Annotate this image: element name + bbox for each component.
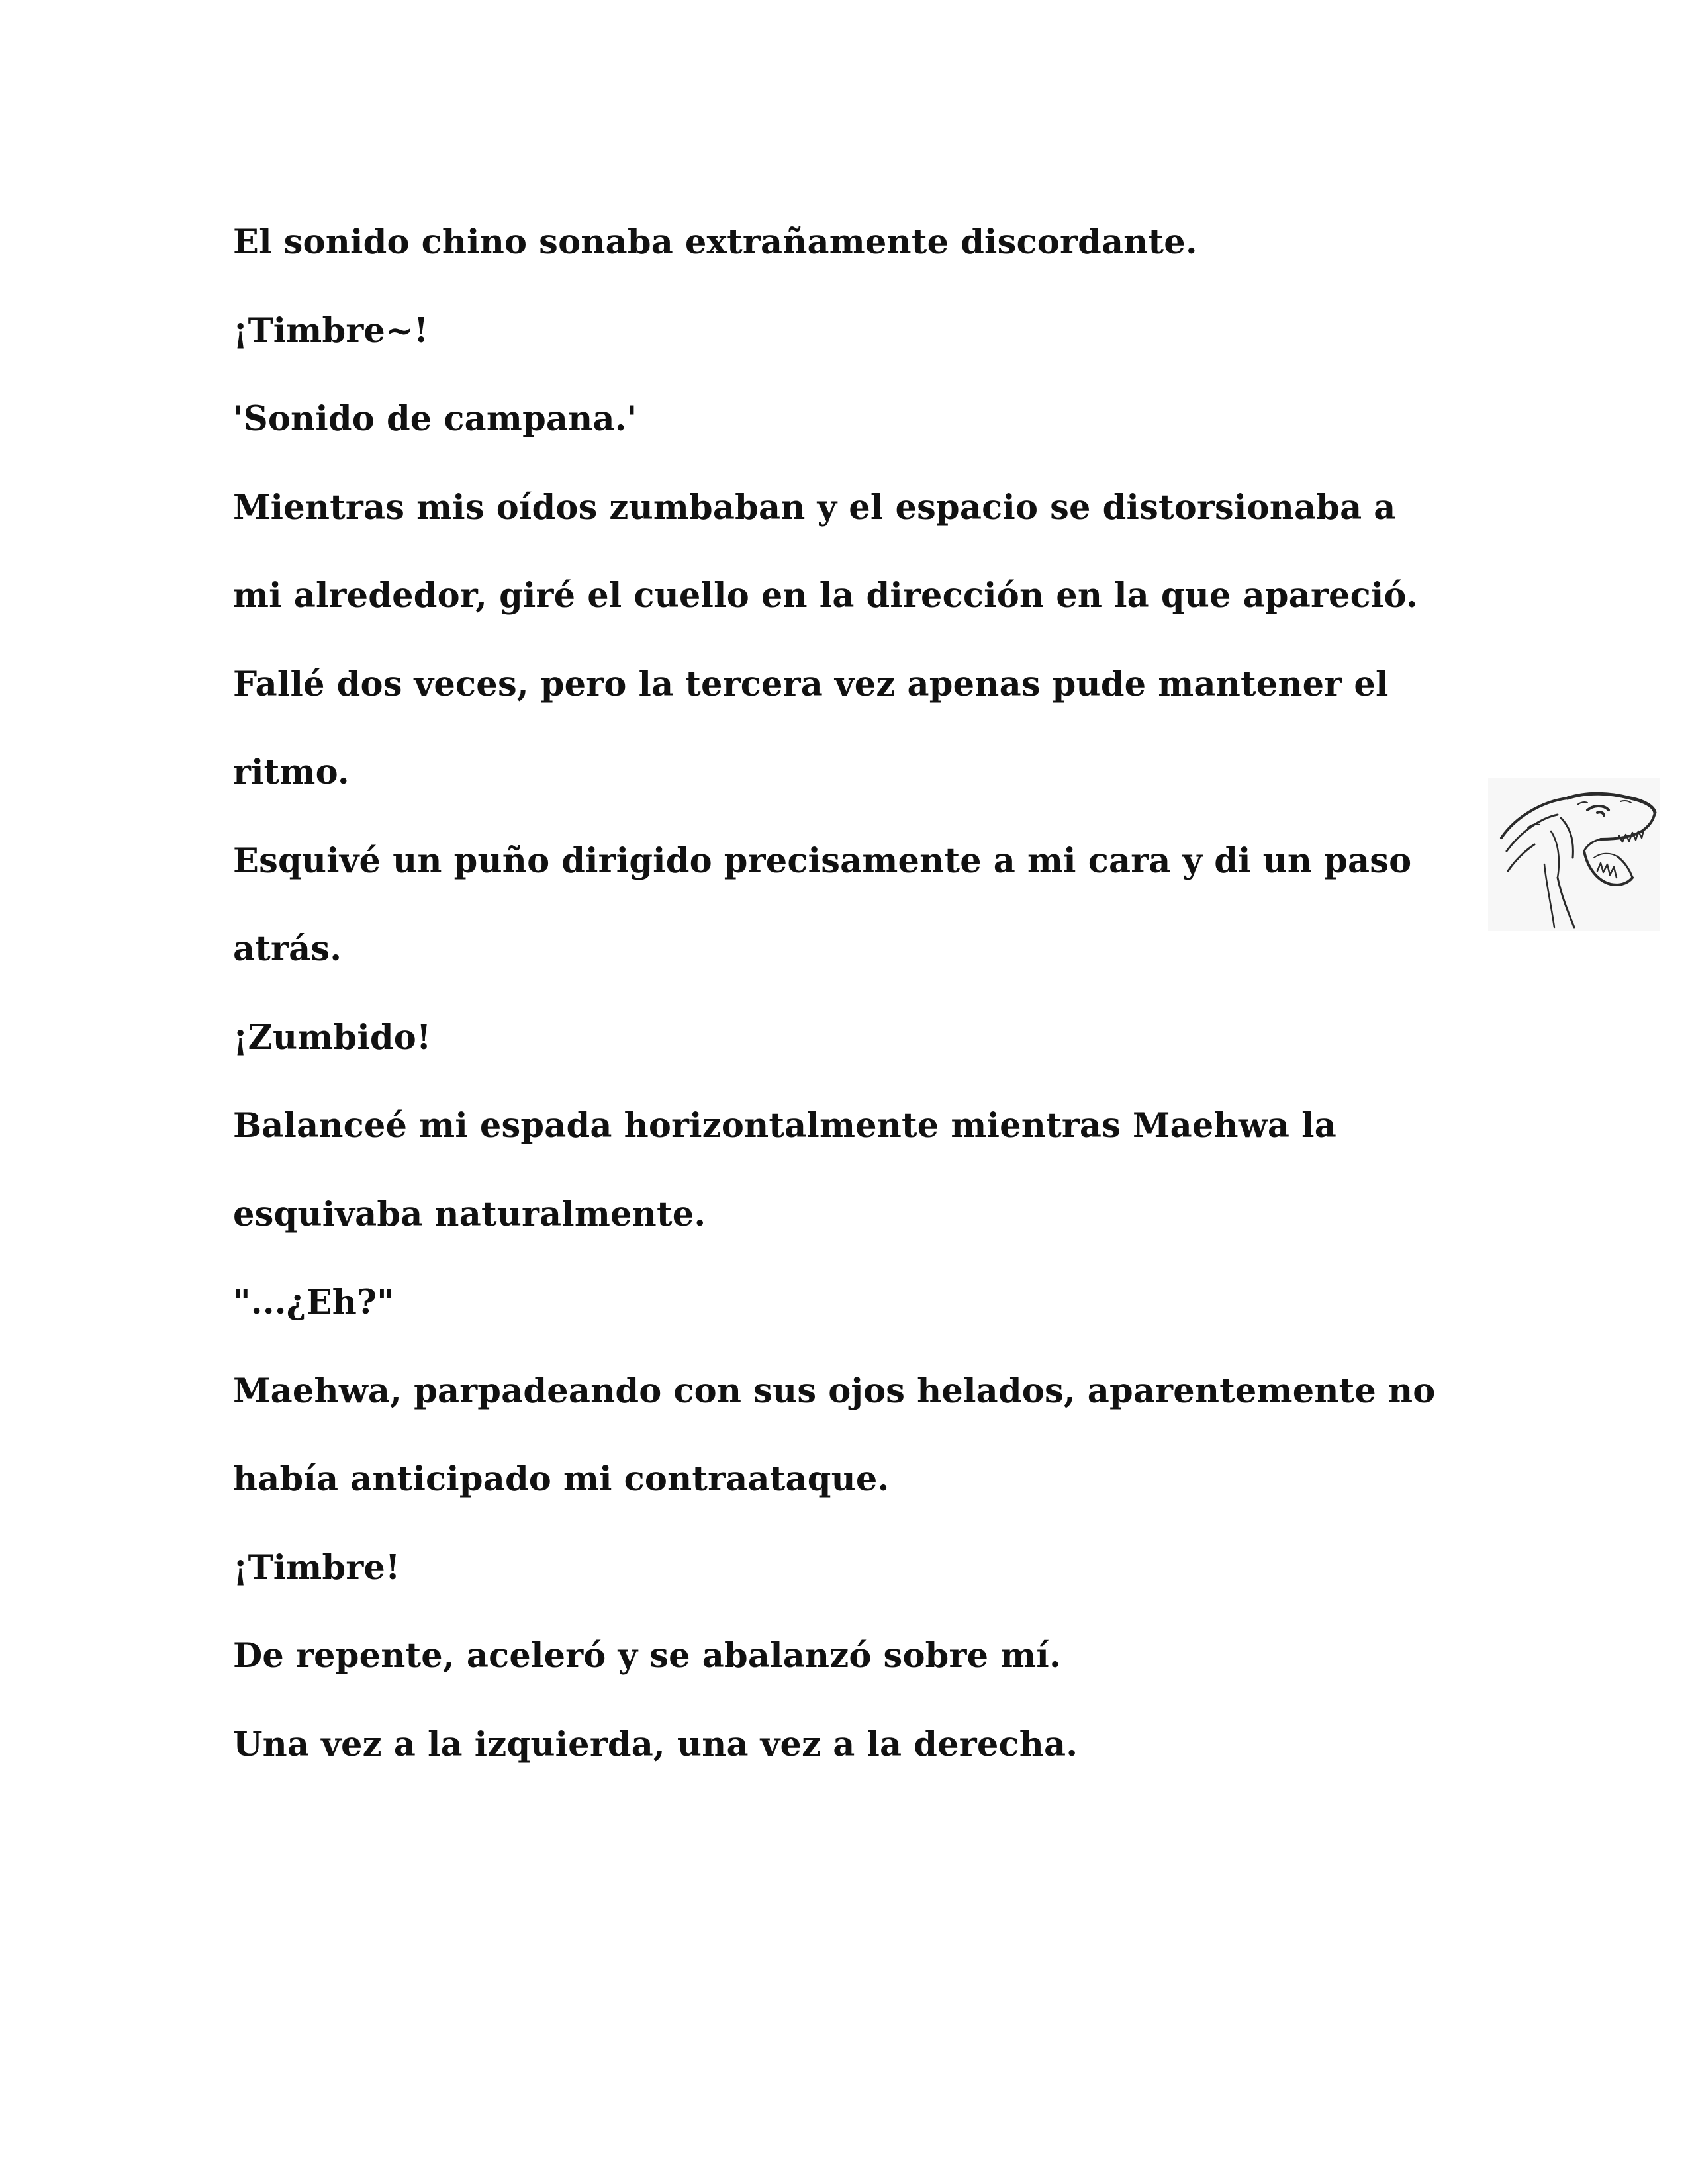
text-line: Una vez a la izquierda, una vez a la derecha.	[233, 1724, 1078, 1764]
text-line: atrás.	[233, 929, 342, 969]
text-line: esquivaba naturalmente.	[233, 1194, 706, 1234]
text-line: ritmo.	[233, 752, 350, 792]
text-line: ¡Zumbido!	[233, 1017, 432, 1058]
text-line: 'Sonido de campana.'	[233, 399, 637, 439]
text-line: mi alrededor, giré el cuello en la dirección en la que apareció.	[233, 576, 1418, 615]
text-line: Fallé dos veces, pero la tercera vez apenas pude mantener el	[233, 664, 1389, 704]
text-line: Balanceé mi espada horizontalmente mientras Maehwa la	[233, 1106, 1336, 1146]
text-line: Maehwa, parpadeando con sus ojos helados, aparentemente no	[233, 1371, 1436, 1411]
text-line: había anticipado mi contraataque.	[233, 1459, 890, 1499]
body-text	[233, 199, 1477, 1789]
dinosaur-head-sketch-icon	[1488, 778, 1660, 931]
text-line: De repente, aceleró y se abalanzó sobre mí.	[233, 1636, 1061, 1676]
text-line: ¡Timbre~!	[233, 310, 429, 351]
text-line: ¡Timbre!	[233, 1547, 400, 1588]
text-line: Mientras mis oídos zumbaban y el espacio se distorsionaba a	[233, 487, 1396, 527]
text-line: "...¿Eh?"	[233, 1283, 395, 1322]
text-line: El sonido chino sonaba extrañamente discordante.	[233, 222, 1197, 262]
text-line: Esquivé un puño dirigido precisamente a mi cara y di un paso	[233, 841, 1412, 881]
